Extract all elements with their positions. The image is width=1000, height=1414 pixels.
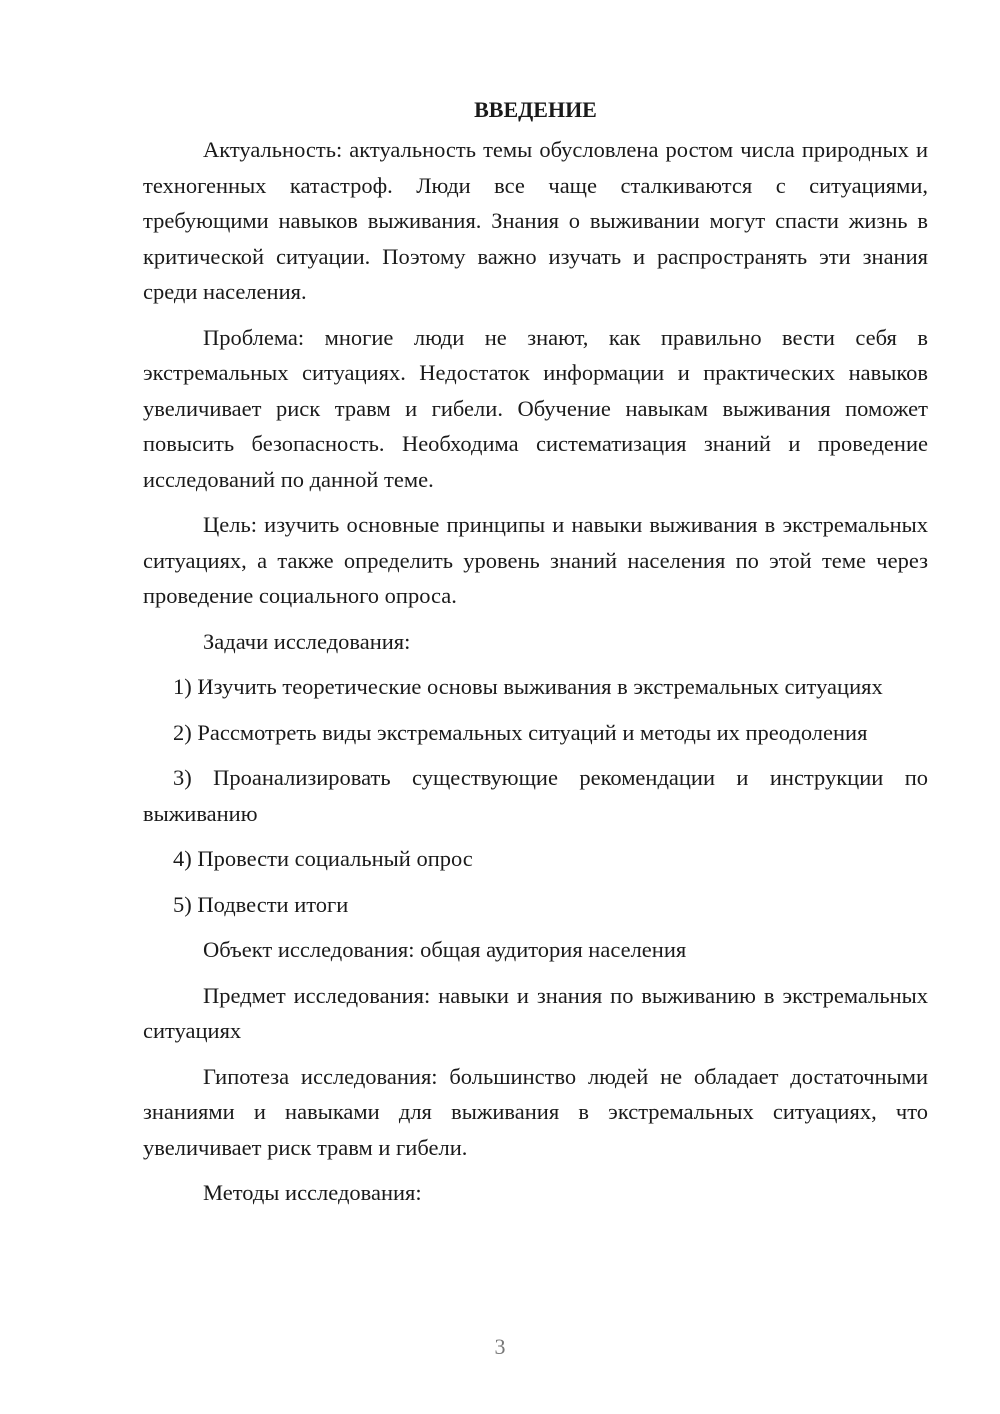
- task-item-2: 2) Рассмотреть виды экстремальных ситуаций и методы их преодоления: [173, 719, 868, 745]
- document-page: [143, 92, 928, 1221]
- paragraph-subject: Предмет исследования: навыки и знания по выживанию в экстремальных ситуациях: [143, 982, 928, 1043]
- paragraph-goal: Цель: изучить основные принципы и навыки выживания в экстремальных ситуациях, а также определить уровень знаний населения по этой теме через проведение социального опроса.: [143, 512, 928, 608]
- task-item-1: 1) Изучить теоретические основы выживания в экстремальных ситуациях: [173, 674, 883, 699]
- page-number: 3: [494, 1334, 506, 1359]
- paragraph-tasks-title: Задачи исследования:: [203, 628, 411, 654]
- paragraph-object: Объект исследования: общая аудитория населения: [203, 937, 687, 962]
- paragraph-relevance: Актуальность: актуальность темы обусловлена ростом числа природных и техногенных катастроф. Люди все чаще сталкиваются с ситуациями, требующими навыков выживания. Знания о выживании могут спасти жизнь в критической ситуации. Поэтому важно изучать и распространять эти знания среди населения.: [143, 137, 928, 304]
- paragraph-problem: Проблема: многие люди не знают, как правильно вести себя в экстремальных ситуациях. Недостаток информации и практических навыков увеличивает риск травм и гибели. Обучение навыкам выживания поможет повысить безопасность. Необходима систематизация знаний и проведение исследований по данной теме.: [143, 324, 928, 492]
- document-heading: ВВЕДЕНИЕ: [474, 97, 597, 122]
- paragraph-methods: Методы исследования:: [203, 1180, 422, 1205]
- task-item-5: 5) Подвести итоги: [173, 891, 349, 917]
- paragraph-hypothesis: Гипотеза исследования: большинство людей не обладает достаточными знаниями и навыками для выживания в экстремальных ситуациях, что увеличивает риск травм и гибели.: [143, 1063, 928, 1160]
- task-item-3: 3) Проанализировать существующие рекомендации и инструкции по выживанию: [143, 765, 928, 826]
- task-item-4: 4) Провести социальный опрос: [173, 846, 473, 871]
